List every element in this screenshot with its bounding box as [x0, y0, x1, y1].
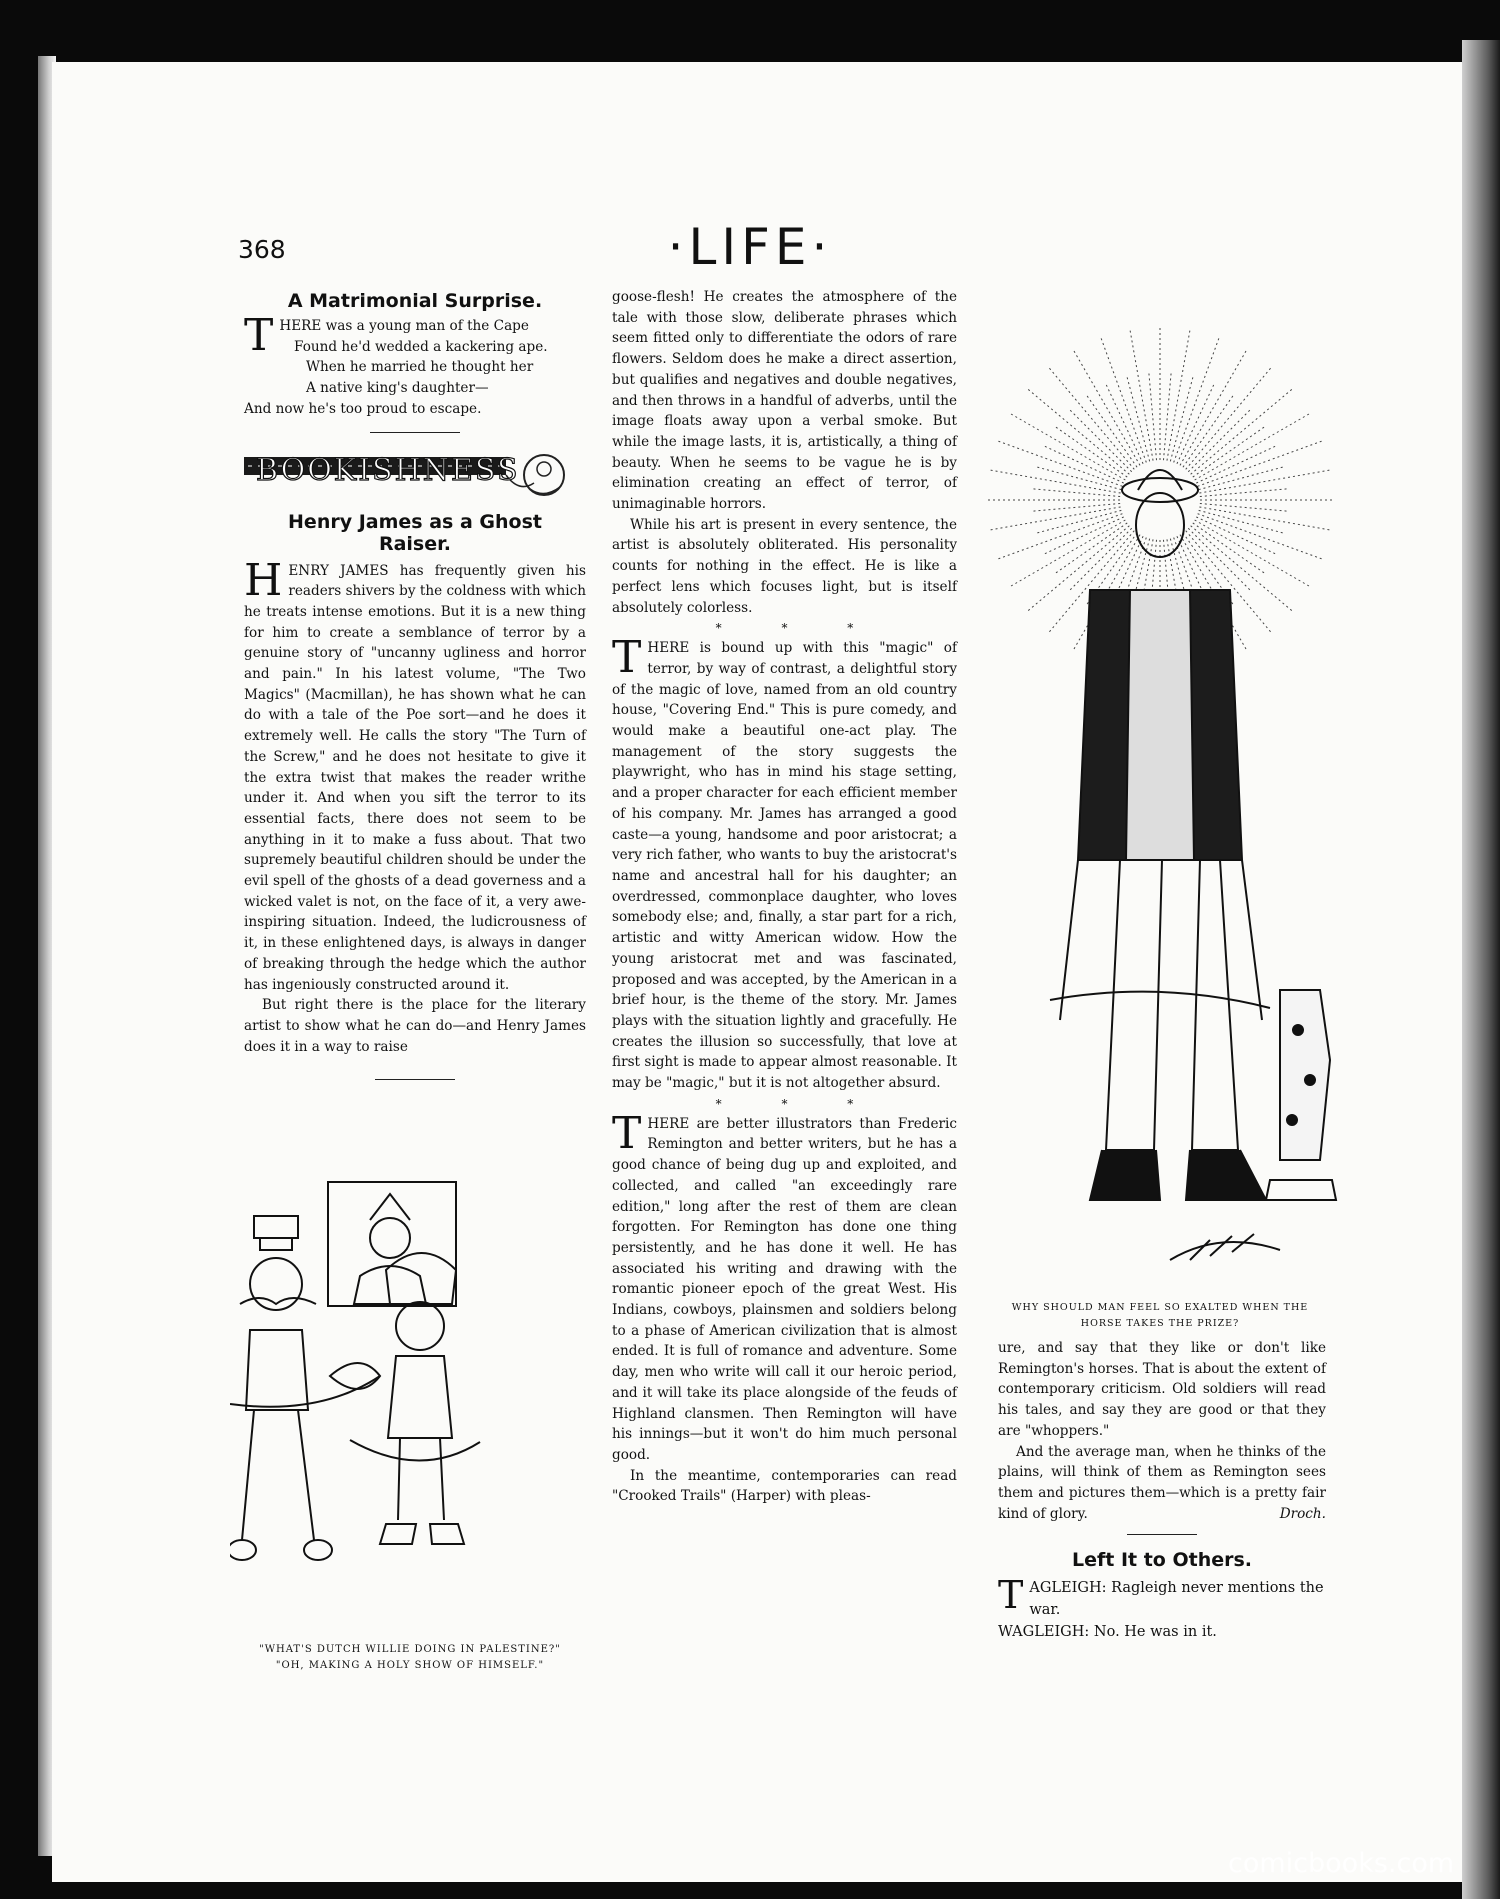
- column-1: [244, 290, 586, 1080]
- bookishness-label: BOOKISHNESS: [256, 452, 520, 488]
- cartoon-kaiser: [230, 1180, 590, 1671]
- halo-ray: [1177, 382, 1215, 464]
- halo-ray: [996, 514, 1123, 560]
- halo-ray: [1100, 336, 1146, 463]
- halo-ray: [1199, 470, 1332, 493]
- halo-ray: [1008, 520, 1125, 588]
- bookishness-banner: [244, 443, 586, 503]
- masthead: ·LIFE·: [667, 218, 833, 276]
- dialogue-line: [998, 1573, 1326, 1621]
- halo-ray: [1188, 528, 1252, 592]
- column-3: [998, 1338, 1326, 1643]
- dialogue-text: No. He was in it.: [1093, 1624, 1217, 1641]
- poem-dropcap: T: [244, 310, 274, 361]
- paragraph: [612, 1107, 957, 1466]
- halo-ray: [1149, 370, 1157, 460]
- halo-ray: [1008, 413, 1125, 481]
- poem-line: HERE was a young man of the Cape: [279, 318, 529, 334]
- halo-ray: [988, 470, 1121, 493]
- paragraph: In the meantime, contemporaries can read "Crooked Trails" (Harper) with pleas-: [612, 1467, 957, 1505]
- paragraph: But right there is the place for the literary artist to show what he can do—and Henry James does it in a way to raise: [244, 997, 586, 1055]
- signature: Droch.: [1279, 1505, 1326, 1522]
- halo-ray: [1193, 523, 1267, 575]
- paragraph: goose-flesh! He creates the atmosphere of the tale with those slow, deliberate phrases which seem fitted only to differentiate the odors of rare flowers. Seldom does he make a direct assertion, but qualifies and negatives and double negatives, and then throws in a handful of adverbs, until the image floats away upon a verbal smoke. But while the image lasts, it is, artistically, a thing of beauty. When he seems to be vague he is by elimination creating an effect of terror, of unimaginable horrors.: [612, 289, 957, 513]
- column-2: [612, 287, 957, 1507]
- poem: [244, 310, 586, 420]
- paragraph-text: And the average man, when he thinks of the plains, will think of them as Remington sees them and pictures them—which is a pretty fair kind of glory.: [998, 1443, 1326, 1522]
- section-dropcap: T: [612, 1107, 642, 1159]
- halo-ray: [1130, 328, 1153, 461]
- halo-ray: [1170, 374, 1193, 461]
- divider: [1127, 1534, 1197, 1535]
- halo-ray: [1196, 517, 1278, 555]
- paragraph: [998, 1442, 1326, 1525]
- halo-ray: [1068, 408, 1132, 472]
- paragraph: [612, 632, 957, 1093]
- poem-title: A Matrimonial Surprise.: [287, 290, 543, 312]
- book-gutter: [1462, 40, 1500, 1899]
- halo-ray: [1054, 523, 1128, 575]
- halo-ray: [1200, 489, 1290, 497]
- halo-ray: [1054, 425, 1128, 477]
- halo-ray: [1034, 466, 1121, 489]
- halo-ray: [1126, 374, 1149, 461]
- poem-line: A native king's daughter—: [306, 380, 489, 397]
- paragraph-text: HERE are better illustrators than Frederic Remington and better writers, but he has a good chance of being dug up and exploited, and collected, and called "an exceedingly rare edition," long after the rest of them are clean forgotten. For Remington has done one thing persistently, and he has done it well. He has associated his writing and drawing with the romantic pioneer epoch of the great West. His Indians, cowboys, plainsmen and soldiers belong to a phase of American civilization that is almost ended. It is full of romance and adventure. Some day, men who write will call it our heroic period, and it will take its place alongside of the feuds of Highland clansmen. Then Remington will have his innings—but it won't do him much personal good.: [612, 1115, 957, 1463]
- halo-ray: [996, 440, 1123, 486]
- dialogue-speaker: WAGLEIGH:: [998, 1624, 1090, 1641]
- cartoon-exalted-man-art: [980, 300, 1340, 1290]
- poem-line: When he married he thought her: [306, 359, 534, 376]
- section-stars: * * *: [715, 621, 882, 636]
- section-dropcap: T: [612, 632, 642, 684]
- halo-ray: [1195, 520, 1312, 588]
- paragraph: [244, 554, 586, 996]
- halo-ray: [1030, 489, 1120, 497]
- halo-ray: [1042, 517, 1124, 555]
- halo-ray: [1068, 528, 1132, 592]
- page-number: 368: [238, 235, 286, 264]
- halo-ray: [1198, 514, 1325, 560]
- cartoon-exalted-caption: [980, 1300, 1340, 1332]
- watermark: comicbooks.com: [1228, 1848, 1455, 1879]
- halo-ray: [1073, 348, 1141, 465]
- cartoon-kaiser-caption: [230, 1642, 590, 1674]
- cartoon-exalted-man: [980, 300, 1340, 1329]
- divider: [370, 432, 460, 433]
- dialogue-text: AGLEIGH: Ragleigh never mentions the war.: [1029, 1580, 1324, 1619]
- paragraph: ure, and say that they like or don't like Remington's horses. That is about the extent of contemporary criticism. Old soldiers will read his tales, and say they are good or that they are "whoppers.": [998, 1340, 1326, 1439]
- halo-ray: [1105, 382, 1143, 464]
- halo-ray: [988, 507, 1121, 530]
- dialogue-dropcap: T: [998, 1573, 1024, 1618]
- caption-line: WHY SHOULD MAN FEEL SO EXALTED WHEN THE: [1011, 1302, 1309, 1313]
- paragraph: While his art is present in every sentence, the artist is absolutely obliterated. His personality counts for nothing in the effect. He is like a perfect lens which focuses light, but is itself absolutely colorless.: [612, 516, 957, 616]
- halo-ray: [1085, 394, 1137, 468]
- paragraph-text: ENRY JAMES has frequently given his readers shivers by the coldness with which he treats intense emotions. But it is a new thing for him to create a semblance of terror by a genuine story of "uncanny ugliness and horror and pain." In his latest volume, "The Two Magics" (Macmillan), he has shown what he can do with a tale of the Poe sort—and he does it extremely well. He calls the story "The Turn of the Screw," and he does not hesitate to give it the extra twist that makes the reader writhe under it. And when you sift the terror to its essential facts, there does not seem to be anything in it to make a fuss about. That two supremely beautiful children should be under the evil spell of the ghosts of a dead governess and a wicked valet is not, on the face of it, a very awe-inspiring situation. Indeed, the ludicrousness of it, in these enlightened days, is always in danger of breaking through the hedge which the author has ingeniously constructed around it.: [244, 562, 586, 993]
- halo-ray: [1199, 510, 1286, 533]
- article-title: Left It to Others.: [1071, 1549, 1253, 1572]
- divider: [375, 1079, 455, 1080]
- halo-ray: [1042, 445, 1124, 483]
- halo-ray: [1163, 370, 1171, 460]
- halo-ray: [1196, 445, 1278, 483]
- halo-ray: [1180, 348, 1248, 465]
- halo-ray: [1034, 510, 1121, 533]
- halo-ray: [1199, 466, 1286, 489]
- halo-ray: [1198, 440, 1325, 486]
- poem-line: Found he'd wedded a kackering ape.: [294, 338, 548, 355]
- article-dropcap: H: [244, 554, 283, 606]
- halo-ray: [1174, 336, 1220, 463]
- halo-ray: [1188, 408, 1252, 472]
- halo-ray: [1183, 394, 1235, 468]
- section-stars: * * *: [715, 1096, 882, 1111]
- poem-line: And now he's too proud to escape.: [244, 400, 482, 417]
- halo-ray: [1193, 425, 1267, 477]
- dialogue-line: [998, 1621, 1326, 1643]
- caption-line: "WHAT'S DUTCH WILLIE DOING IN PALESTINE?": [259, 1644, 561, 1655]
- halo-ray: [1167, 328, 1190, 461]
- halo-ray: [1200, 503, 1290, 511]
- paragraph-text: HERE is bound up with this "magic" of terror, by way of contrast, a delightful story of the magic of love, named from an old country house, "Covering End." This is pure comedy, and would make a beautiful one-act play. The management of the story suggests the playwright, who has in mind his stage setting, and a proper character for each efficient member of his company. Mr. James has arranged a good caste—a young, handsome and poor aristocrat; a very rich father, who wants to buy the aristocrat's name and ancestral hall for his daughter; an overdressed, commonplace daughter, who loves somebody else; and, finally, a star part for a rich, artistic and witty American widow. How the young aristocrat met and was fascinated, proposed and was accepted, by the American in a brief hour, is the theme of the story. Mr. James plays with the situation lightly and gracefully. He creates the illusion so successfully, that love at first sight is made to appear almost reasonable. It may be "magic," but it is not altogether absurd.: [612, 640, 957, 1092]
- halo-ray: [1199, 507, 1332, 530]
- cartoon-kaiser-art: [230, 1180, 590, 1620]
- halo-ray: [1195, 413, 1312, 481]
- article-title: Henry James as a Ghost Raiser.: [288, 510, 542, 555]
- caption-line: "OH, MAKING A HOLY SHOW OF HIMSELF.": [275, 1660, 545, 1671]
- caption-line: HORSE TAKES THE PRIZE?: [1080, 1318, 1240, 1329]
- halo-ray: [1030, 503, 1120, 511]
